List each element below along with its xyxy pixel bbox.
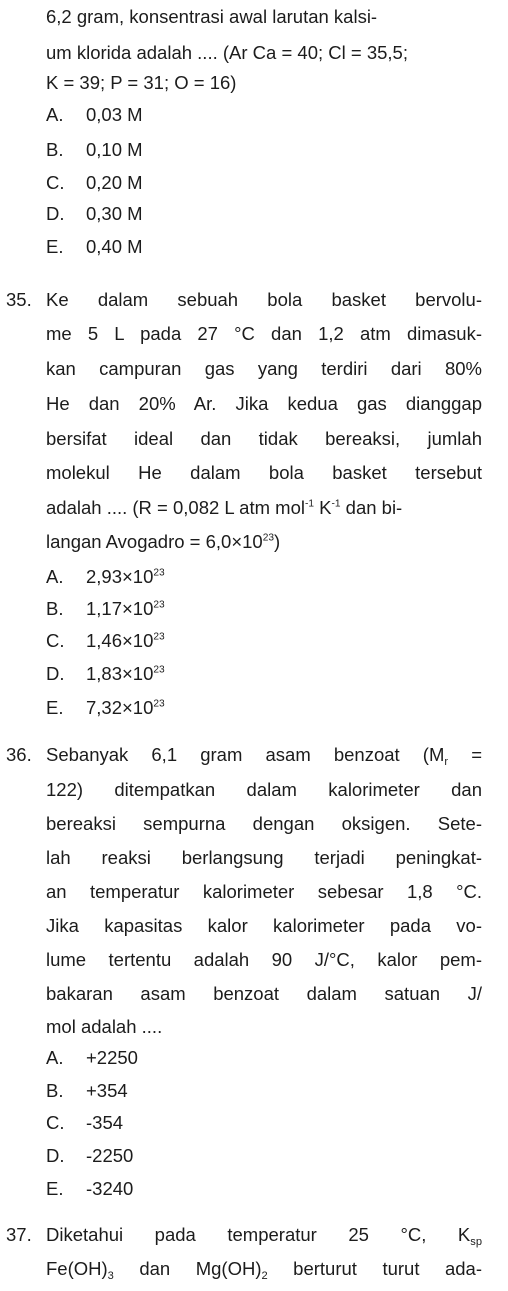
- option-letter: A.: [46, 1047, 64, 1068]
- option-base: 7,32×10: [86, 697, 154, 718]
- option-value: [86, 630, 165, 652]
- subscript: 3: [107, 1269, 114, 1282]
- q35-text-line-8: [46, 531, 280, 553]
- q36-text-line-8: bakaran asam benzoat dalam satuan J/: [46, 983, 482, 1004]
- q36-text-line-2: 122) ditempatkan dalam kalorimeter dan: [46, 779, 482, 800]
- subscript: 2: [261, 1269, 268, 1282]
- option-value: -354: [86, 1112, 124, 1133]
- q36-text-line-9: mol adalah ....: [46, 1016, 163, 1037]
- option-value: 0,10 M: [86, 139, 143, 160]
- text-segment: Diketahui pada temperatur 25 °C, K: [46, 1224, 471, 1245]
- q35-text-line-5: bersifat ideal dan tidak bereaksi, jumlah: [46, 428, 482, 449]
- option-base: 1,17×10: [86, 598, 154, 619]
- superscript: -1: [331, 498, 341, 510]
- text-segment: Sebanyak 6,1 gram asam benzoat (M: [46, 744, 445, 765]
- option-letter: C.: [46, 630, 65, 651]
- text-segment: langan Avogadro = 6,0×10: [46, 531, 263, 552]
- q34-text-line-2: um klorida adalah .... (Ar Ca = 40; Cl = 35,5;: [46, 42, 408, 63]
- q34-text-line-1: 6,2 gram, konsentrasi awal larutan kalsi-: [46, 6, 378, 27]
- option-base: 1,83×10: [86, 663, 154, 684]
- option-letter: B.: [46, 139, 64, 160]
- option-value: [86, 663, 165, 685]
- question-number: 36.: [6, 744, 32, 765]
- q36-text-line-1: [46, 744, 482, 766]
- option-base: 1,46×10: [86, 630, 154, 651]
- text-segment: K: [314, 497, 332, 518]
- text-segment: ): [274, 531, 281, 552]
- option-letter: A.: [46, 566, 64, 587]
- question-number: 37.: [6, 1224, 32, 1245]
- option-value: [86, 566, 165, 588]
- option-exponent: 23: [153, 631, 165, 643]
- option-value: 0,40 M: [86, 236, 143, 257]
- subscript: r: [444, 755, 449, 768]
- option-letter: D.: [46, 203, 65, 224]
- superscript: -1: [304, 498, 314, 510]
- option-value: 0,30 M: [86, 203, 143, 224]
- option-exponent: 23: [153, 567, 165, 579]
- q36-text-line-4: lah reaksi berlangsung terjadi peningkat-: [46, 847, 482, 868]
- q35-text-line-6: molekul He dalam bola basket tersebut: [46, 462, 482, 483]
- option-value: [86, 598, 165, 620]
- option-letter: E.: [46, 236, 64, 257]
- option-letter: B.: [46, 1080, 64, 1101]
- option-letter: C.: [46, 1112, 65, 1133]
- q37-text-line-2: [46, 1258, 482, 1280]
- option-value: -2250: [86, 1145, 134, 1166]
- option-value: 0,03 M: [86, 104, 143, 125]
- option-letter: E.: [46, 697, 64, 718]
- q35-text-line-4: He dan 20% Ar. Jika kedua gas dianggap: [46, 393, 482, 414]
- q35-text-line-3: kan campuran gas yang terdiri dari 80%: [46, 358, 482, 379]
- option-exponent: 23: [153, 698, 165, 710]
- text-segment: dan Mg(OH): [113, 1258, 262, 1279]
- text-segment: adalah .... (R = 0,082 L atm mol: [46, 497, 305, 518]
- option-letter: C.: [46, 172, 65, 193]
- subscript: sp: [470, 1235, 482, 1248]
- option-value: +2250: [86, 1047, 138, 1068]
- q35-text-line-7: [46, 497, 402, 519]
- q36-text-line-5: an temperatur kalorimeter sebesar 1,8 °C.: [46, 881, 482, 902]
- option-letter: B.: [46, 598, 64, 619]
- option-value: 0,20 M: [86, 172, 143, 193]
- option-letter: E.: [46, 1178, 64, 1199]
- q35-text-line-1: Ke dalam sebuah bola basket bervolu-: [46, 289, 482, 310]
- text-segment: Fe(OH): [46, 1258, 108, 1279]
- text-segment: berturut turut ada-: [267, 1258, 482, 1279]
- question-number: 35.: [6, 289, 32, 310]
- q36-text-line-3: bereaksi sempurna dengan oksigen. Sete-: [46, 813, 482, 834]
- option-base: 2,93×10: [86, 566, 154, 587]
- superscript: 23: [262, 532, 275, 544]
- option-exponent: 23: [153, 664, 165, 676]
- option-exponent: 23: [153, 599, 165, 611]
- text-segment: dan bi-: [340, 497, 403, 518]
- option-letter: A.: [46, 104, 64, 125]
- option-value: -3240: [86, 1178, 134, 1199]
- option-letter: D.: [46, 663, 65, 684]
- q35-text-line-2: me 5 L pada 27 °C dan 1,2 atm dimasuk-: [46, 323, 482, 344]
- option-value: [86, 697, 165, 719]
- q36-text-line-6: Jika kapasitas kalor kalorimeter pada vo-: [46, 915, 482, 936]
- text-segment: =: [448, 744, 482, 765]
- q36-text-line-7: lume tertentu adalah 90 J/°C, kalor pem-: [46, 949, 482, 970]
- q37-text-line-1: [46, 1224, 482, 1246]
- option-value: +354: [86, 1080, 128, 1101]
- q34-text-line-3: K = 39; P = 31; O = 16): [46, 72, 237, 93]
- option-letter: D.: [46, 1145, 65, 1166]
